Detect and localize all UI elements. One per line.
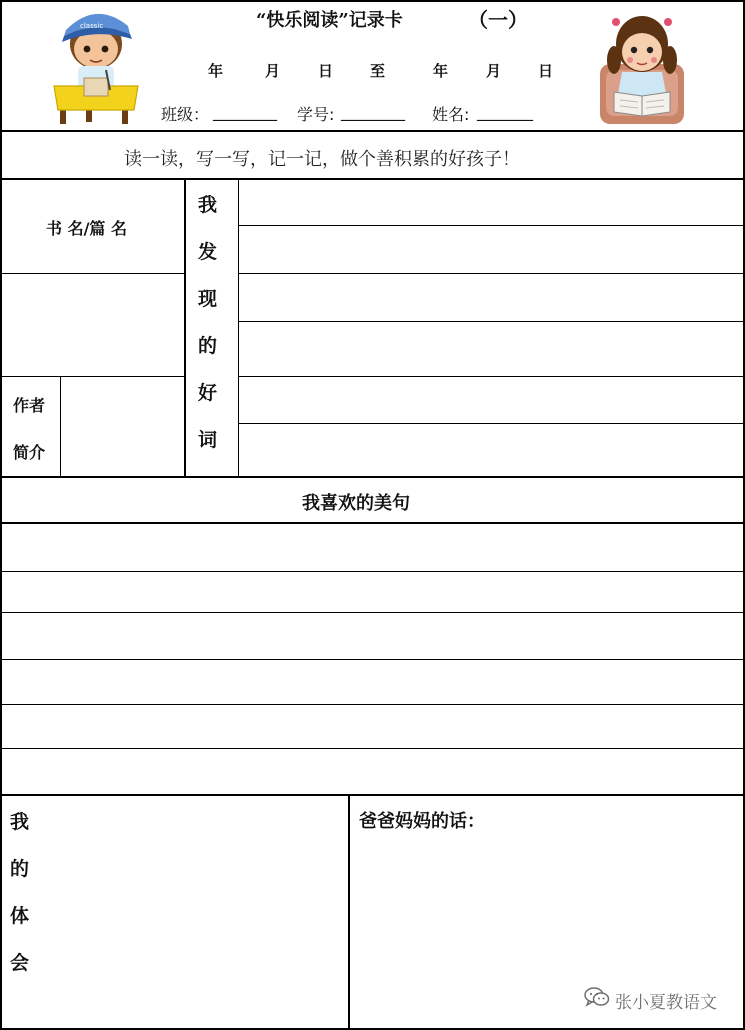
boy-illustration [50, 6, 142, 126]
feelings-char: 我 [10, 811, 30, 833]
watermark-text: 张小夏教语文 [615, 993, 717, 1013]
card-title: “快乐阅读”记录卡 [256, 10, 403, 31]
divider-header [0, 130, 745, 132]
date-year-end: 年 [433, 62, 449, 80]
parents-label: 爸爸妈妈的话： [359, 811, 485, 832]
class-blank[interactable]: ________ [213, 102, 277, 121]
date-month-end: 月 [486, 62, 502, 80]
student-no-blank[interactable]: ________ [341, 102, 405, 121]
good-words-char: 我 [198, 194, 218, 216]
divider-words-bottom [0, 476, 745, 478]
feelings-char: 的 [10, 858, 30, 880]
feelings-char: 会 [10, 952, 30, 974]
feelings-field[interactable] [40, 796, 346, 1028]
author-label-line2: 简介 [13, 443, 46, 462]
cap-text: classic [80, 22, 104, 30]
date-to: 至 [370, 62, 386, 80]
book-col-divider [184, 178, 186, 477]
date-day-start: 日 [318, 62, 334, 80]
wechat-icon [584, 986, 610, 1008]
feelings-parents-divider [348, 794, 350, 1030]
girl-illustration [592, 8, 692, 128]
slogan: 读一读，写一写，记一记，做个善积累的好孩子！ [124, 149, 520, 170]
feelings-char: 体 [10, 905, 30, 927]
student-no-label: 学号: [297, 105, 335, 124]
good-words-char: 好 [198, 382, 218, 404]
name-blank[interactable]: _______ [477, 102, 533, 121]
author-label-line1: 作者 [13, 396, 46, 415]
date-day-end: 日 [538, 62, 554, 80]
good-words-char: 的 [198, 335, 218, 357]
good-words-char: 现 [198, 288, 218, 310]
good-words-char: 词 [198, 429, 218, 451]
sentences-heading: 我喜欢的美句 [302, 493, 410, 514]
author-intro-field[interactable] [61, 377, 184, 476]
parents-field[interactable] [352, 840, 743, 988]
book-title-field[interactable] [2, 274, 184, 376]
date-month-start: 月 [265, 62, 281, 80]
book-title-label: 书 名/篇 名 [46, 219, 127, 238]
good-words-field[interactable] [239, 180, 743, 476]
good-words-char: 发 [198, 241, 218, 263]
sentences-field[interactable] [2, 524, 743, 794]
date-year-start: 年 [208, 62, 224, 80]
class-label: 班级： [161, 105, 210, 124]
card-number: （一） [468, 8, 528, 32]
name-label: 姓名: [432, 105, 470, 124]
